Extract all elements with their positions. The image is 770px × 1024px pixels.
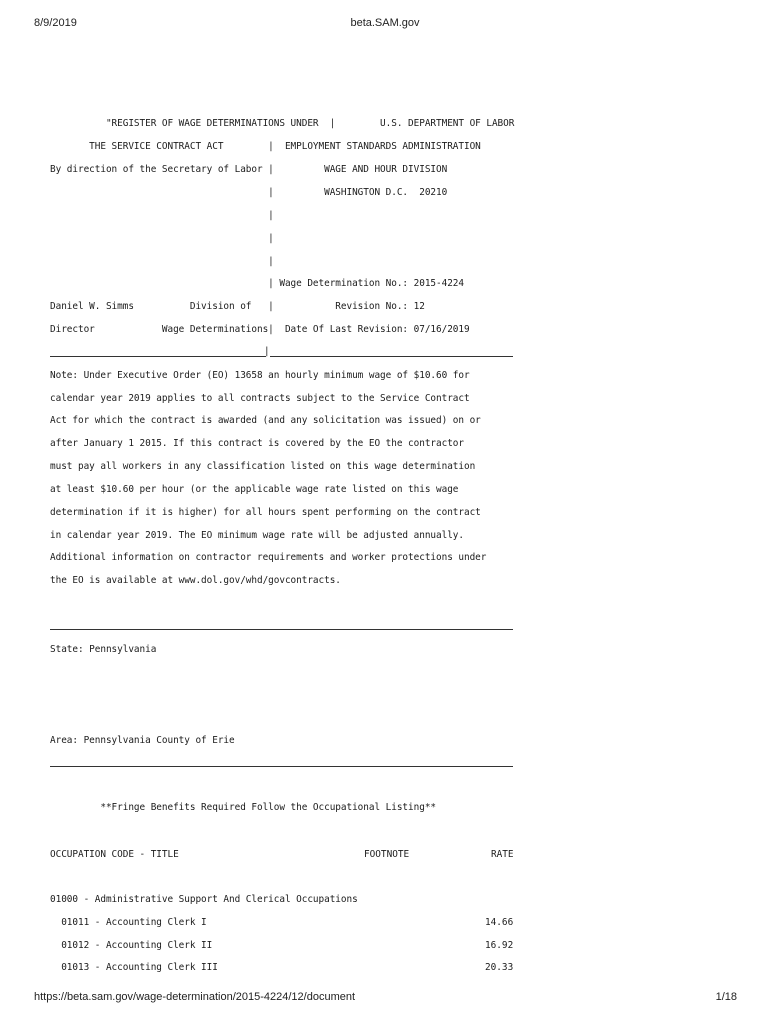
column-header-rate: RATE [491, 849, 514, 860]
note-line: Additional information on contractor requirements and worker protections under [50, 552, 487, 563]
table-row-title: 01012 - Accounting Clerk II [50, 940, 213, 951]
section-rule [50, 629, 513, 630]
table-row-rate: 16.92 [485, 940, 514, 951]
header-line: | [50, 256, 274, 267]
note-line: after January 1 2015. If this contract is covered by the EO the contractor [50, 438, 464, 449]
header-rule-divider: | [264, 346, 270, 357]
occupation-group: 01000 - Administrative Support And Clerical Occupations [50, 894, 358, 905]
table-row-rate: 20.33 [485, 962, 514, 973]
print-date: 8/9/2019 [34, 17, 77, 29]
revision-number: Daniel W. Simms Division of | Revision No.: 12 [50, 301, 425, 312]
header-line: "REGISTER OF WAGE DETERMINATIONS UNDER | U.S. DEPARTMENT OF LABOR [50, 118, 515, 129]
page-number: 1/18 [715, 991, 737, 1003]
header-line: | [50, 233, 274, 244]
note-line: Note: Under Executive Order (EO) 13658 an hourly minimum wage of $10.60 for [50, 370, 470, 381]
table-row-title: 01011 - Accounting Clerk I [50, 917, 207, 928]
header-line: By direction of the Secretary of Labor | WAGE AND HOUR DIVISION [50, 164, 448, 175]
last-revision-date: Director Wage Determinations| Date Of Last Revision: 07/16/2019 [50, 324, 470, 335]
column-header-title: OCCUPATION CODE - TITLE [50, 849, 179, 860]
note-line: the EO is available at www.dol.gov/whd/govcontracts. [50, 575, 341, 586]
table-row-rate: 14.66 [485, 917, 514, 928]
print-url: https://beta.sam.gov/wage-determination/2015-4224/12/document [34, 991, 356, 1003]
header-line: | WASHINGTON D.C. 20210 [50, 187, 448, 198]
wage-determination-number: | Wage Determination No.: 2015-4224 [50, 278, 464, 289]
note-line: Act for which the contract is awarded (and any solicitation was issued) on or [50, 415, 481, 426]
fringe-benefits-notice: **Fringe Benefits Required Follow the Occupational Listing** [50, 802, 437, 813]
print-footer [0, 991, 770, 1005]
header-rule-right [270, 356, 513, 357]
note-line: calendar year 2019 applies to all contracts subject to the Service Contract [50, 393, 470, 404]
note-line: at least $10.60 per hour (or the applicable wage rate listed on this wage [50, 484, 459, 495]
note-line: determination if it is higher) for all hours spent performing on the contract [50, 507, 481, 518]
table-row-title: 01013 - Accounting Clerk III [50, 962, 218, 973]
note-line: must pay all workers in any classification listed on this wage determination [50, 461, 476, 472]
section-rule [50, 766, 513, 767]
print-site-title: beta.SAM.gov [350, 17, 420, 29]
column-header-footnote: FOOTNOTE [364, 849, 410, 860]
header-line: THE SERVICE CONTRACT ACT | EMPLOYMENT STANDARDS ADMINISTRATION [50, 141, 481, 152]
header-line: | [50, 210, 274, 221]
note-line: in calendar year 2019. The EO minimum wage rate will be adjusted annually. [50, 530, 464, 541]
header-rule-left [50, 356, 266, 357]
area-label: Area: Pennsylvania County of Erie [50, 735, 235, 746]
state-label: State: Pennsylvania [50, 644, 157, 655]
